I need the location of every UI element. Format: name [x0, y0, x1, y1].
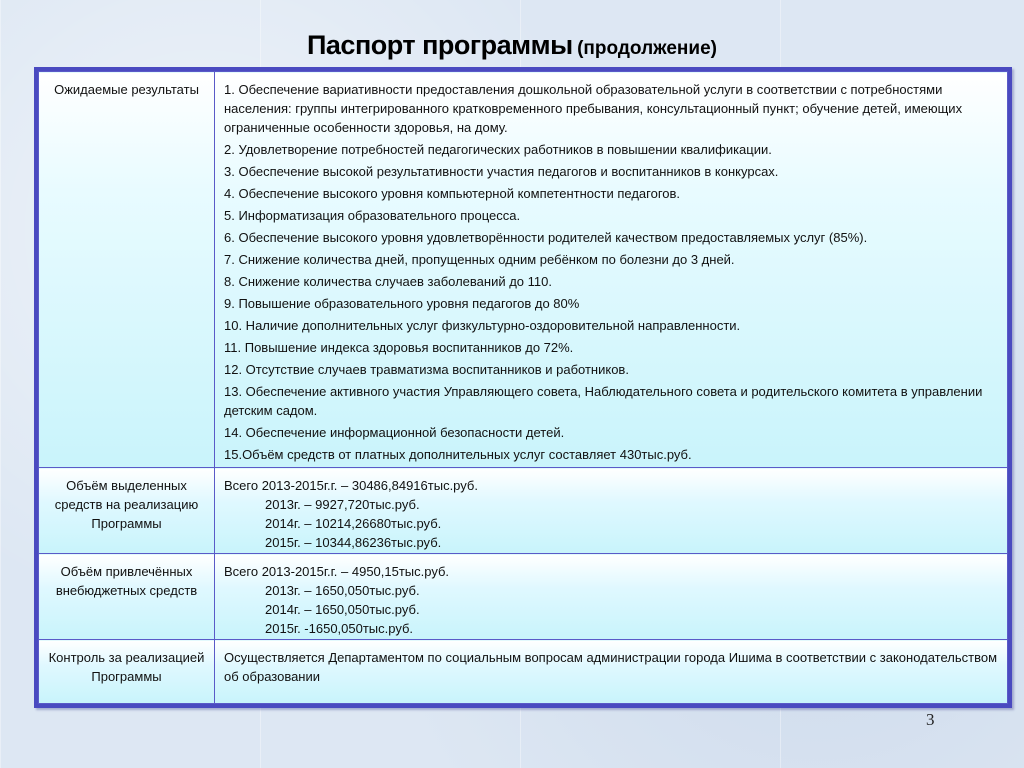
- row-label: Контроль за реализацией Программы: [39, 640, 215, 704]
- result-item: 11. Повышение индекса здоровья воспитанников до 72%.: [224, 340, 574, 355]
- table-row-control: [39, 640, 1008, 704]
- result-item: 15.Объём средств от платных дополнительных услуг составляет 430тыс.руб.: [224, 447, 692, 462]
- row-label: Объём выделенных средств на реализацию Программы: [39, 468, 215, 554]
- funds-year: 2015г. – 10344,86236тыс.руб.: [265, 535, 442, 550]
- row-label: Ожидаемые результаты: [39, 72, 215, 468]
- results-list: [215, 72, 1008, 468]
- result-item: 2. Удовлетворение потребностей педагогических работников в повышении квалификации.: [224, 142, 772, 157]
- allocated-funds: [215, 468, 1008, 554]
- title-sub: (продолжение): [577, 38, 717, 59]
- passport-table: [34, 67, 1012, 708]
- result-item: 4. Обеспечение высокого уровня компьютерной компетентности педагогов.: [224, 186, 681, 201]
- table-row-expected-results: [39, 72, 1008, 468]
- table-row-allocated-funds: [39, 468, 1008, 554]
- result-item: 13. Обеспечение активного участия Управляющего совета, Наблюдательного совета и родительского комитета в управлении детским садом.: [224, 384, 983, 418]
- result-item: 14. Обеспечение информационной безопасности детей.: [224, 425, 565, 440]
- result-item: 1. Обеспечение вариативности предоставления дошкольной образовательной услуги в соответствии с потребностями населения: группы интегрированного кратковременного пребывания, консультационный пункт; обучение детей, имеющих ограниченные особенности здоровья, на дому.: [224, 82, 963, 135]
- funds-total: Всего 2013-2015г.г. – 30486,84916тыс.руб.: [224, 478, 478, 493]
- page-number: 3: [926, 710, 935, 729]
- page-title: [0, 30, 1024, 61]
- funds-year: 2015г. -1650,050тыс.руб.: [265, 621, 414, 636]
- table-row-extrabudgetary-funds: [39, 554, 1008, 640]
- result-item: 7. Снижение количества дней, пропущенных одним ребёнком по болезни до 3 дней.: [224, 252, 735, 267]
- row-label: Объём привлечённых внебюджетных средств: [39, 554, 215, 640]
- result-item: 3. Обеспечение высокой результативности участия педагогов и воспитанников в конкурсах.: [224, 164, 779, 179]
- result-item: 10. Наличие дополнительных услуг физкультурно-оздоровительной направленности.: [224, 318, 741, 333]
- result-item: 9. Повышение образовательного уровня педагогов до 80%: [224, 296, 580, 311]
- extrabudgetary-funds: [215, 554, 1008, 640]
- funds-total: Всего 2013-2015г.г. – 4950,15тыс.руб.: [224, 564, 450, 579]
- result-item: 8. Снижение количества случаев заболеваний до 110.: [224, 274, 552, 289]
- funds-year: 2013г. – 1650,050тыс.руб.: [265, 583, 420, 598]
- result-item: 5. Информатизация образовательного процесса.: [224, 208, 521, 223]
- funds-year: 2014г. – 1650,050тыс.руб.: [265, 602, 420, 617]
- result-item: 6. Обеспечение высокого уровня удовлетворённости родителей качеством предоставляемых услуг (85%).: [224, 230, 868, 245]
- control-text: Осуществляется Департаментом по социальным вопросам администрации города Ишима в соответствии с законодательством об образовании: [215, 640, 1008, 704]
- title-main: Паспорт программы: [307, 30, 573, 60]
- funds-year: 2014г. – 10214,26680тыс.руб.: [265, 516, 442, 531]
- result-item: 12. Отсутствие случаев травматизма воспитанников и работников.: [224, 362, 629, 377]
- funds-year: 2013г. – 9927,720тыс.руб.: [265, 497, 420, 512]
